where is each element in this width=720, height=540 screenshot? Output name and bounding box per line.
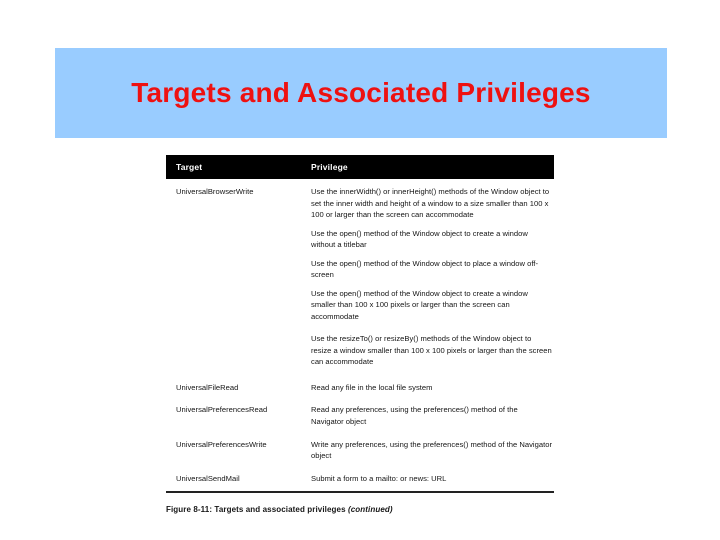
privilege-paragraph: Use the open() method of the Window object to place a window off-screen <box>311 258 538 280</box>
cell-privilege <box>303 466 554 489</box>
cell-target <box>166 466 303 489</box>
cell-privilege <box>303 397 554 431</box>
privilege-paragraph: Use the innerWidth() or innerHeight() methods of the Window object to set the inner width and height of a window to a size smaller than 100 x 100 or larger than the screen can accommodate <box>311 187 550 220</box>
table-row <box>166 179 554 375</box>
page-title: Targets and Associated Privileges <box>131 77 591 108</box>
target-name: UniversalSendMail <box>176 473 240 483</box>
privilege-paragraph: Use the open() method of the Window object to create a window smaller than 100 x 100 pixels or larger than the screen can accommodate <box>311 288 528 321</box>
cell-privilege <box>303 179 554 375</box>
privilege-paragraph: Use the open() method of the Window object to create a window without a titlebar <box>311 228 528 250</box>
figure-caption-continued: (continued) <box>347 505 393 515</box>
privileges-table <box>166 155 554 488</box>
figure-caption <box>166 505 554 514</box>
cell-privilege <box>303 432 554 466</box>
cell-target <box>166 432 303 466</box>
table-body <box>166 179 554 488</box>
target-name: UniversalPreferencesRead <box>176 405 268 415</box>
target-name: UniversalPreferencesWrite <box>176 439 267 449</box>
figure-targets-privileges <box>166 155 554 514</box>
table-row <box>166 466 554 489</box>
cell-target <box>166 179 303 375</box>
target-name: UniversalFileRead <box>176 382 239 392</box>
table-header-row <box>166 155 554 179</box>
column-header-target: Target <box>166 155 303 179</box>
column-header-privilege: Privilege <box>303 155 554 179</box>
table-bottom-rule <box>166 491 554 493</box>
table-row <box>166 375 554 398</box>
cell-target <box>166 375 303 398</box>
table-row <box>166 397 554 431</box>
privilege-paragraph: Read any file in the local file system <box>311 382 433 392</box>
table-header <box>166 155 554 179</box>
privilege-paragraph: Submit a form to a mailto: or news: URL <box>311 473 447 483</box>
privilege-paragraph: Write any preferences, using the preferences() method of the Navigator object <box>311 439 553 461</box>
title-banner <box>55 48 667 138</box>
figure-caption-main: Figure 8-11: Targets and associated privileges <box>166 505 346 515</box>
target-name: UniversalBrowserWrite <box>176 187 254 196</box>
privilege-paragraph: Read any preferences, using the preferences() method of the Navigator object <box>311 405 518 426</box>
cell-target <box>166 397 303 431</box>
privilege-paragraph: Use the resizeTo() or resizeBy() methods of the Window object to resize a window smaller than 100 x 100 pixels or larger than the screen can accommodate <box>311 334 552 367</box>
table-row <box>166 432 554 466</box>
cell-privilege <box>303 375 554 398</box>
